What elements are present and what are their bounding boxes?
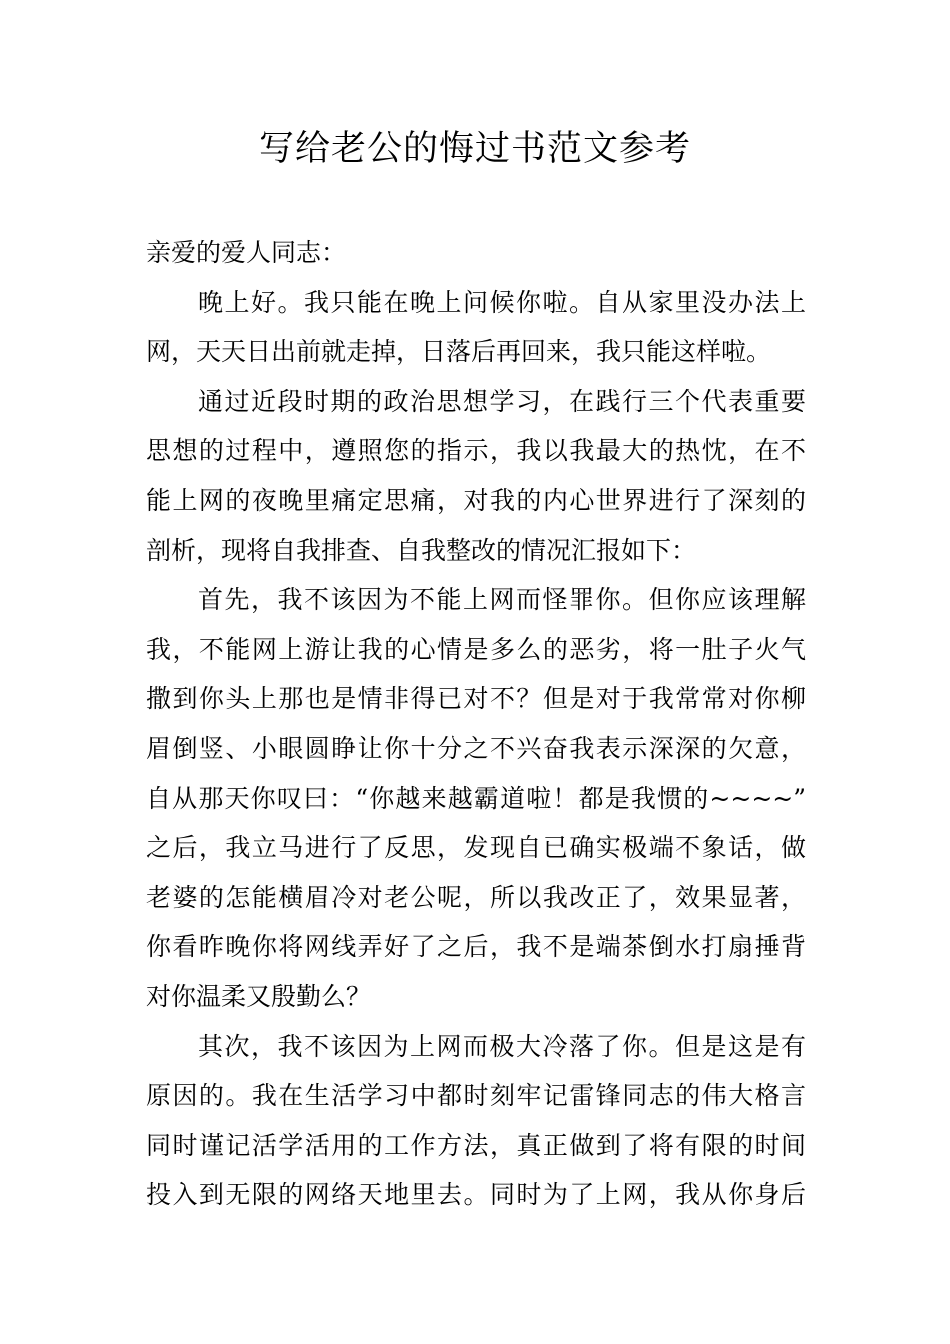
body-line: 原因的。我在生活学习中都时刻牢记雷锋同志的伟大格言	[146, 1081, 806, 1111]
body-line: 眉倒竖、小眼圆睁让你十分之不兴奋我表示深深的欠意，	[146, 733, 806, 763]
body-line: 剖析，现将自我排查、自我整改的情况汇报如下：	[146, 535, 697, 565]
body-line: 亲爱的爱人同志：	[146, 238, 347, 267]
body-line: 对你温柔又殷勤么？	[146, 981, 372, 1011]
body-line: 网，天天日出前就走掉，日落后再回来，我只能这样啦。	[146, 337, 772, 367]
body-line: 撒到你头上那也是情非得已对不？但是对于我常常对你柳	[146, 684, 806, 714]
body-line: 我，不能网上游让我的心情是多么的恶劣，将一肚子火气	[146, 634, 806, 664]
body-line: 自从那天你叹曰：“你越来越霸道啦！都是我惯的~~~~”	[146, 783, 806, 813]
body-line: 老婆的怎能横眉冷对老公呢，所以我改正了，效果显著，	[146, 882, 806, 912]
body-line: 能上网的夜晚里痛定思痛，对我的内心世界进行了深刻的	[146, 485, 806, 515]
body-line: 同时谨记活学活用的工作方法，真正做到了将有限的时间	[146, 1130, 806, 1160]
body-line: 通过近段时期的政治思想学习，在践行三个代表重要	[198, 386, 806, 416]
body-line: 思想的过程中，遵照您的指示，我以我最大的热忱，在不	[146, 436, 806, 466]
body-line: 首先，我不该因为不能上网而怪罪你。但你应该理解	[198, 585, 806, 615]
body-line: 其次，我不该因为上网而极大冷落了你。但是这是有	[198, 1031, 806, 1061]
body-line: 投入到无限的网络天地里去。同时为了上网，我从你身后	[146, 1180, 806, 1210]
body-line: 你看昨晚你将网线弄好了之后，我不是端茶倒水打扇捶背	[146, 932, 806, 962]
document-body	[146, 228, 806, 1220]
body-line: 晚上好。我只能在晚上问候你啦。自从家里没办法上	[198, 287, 806, 317]
document-title: 写给老公的悔过书范文参考	[258, 129, 691, 169]
body-line: 之后，我立马进行了反思，发现自已确实极端不象话，做	[146, 833, 806, 863]
